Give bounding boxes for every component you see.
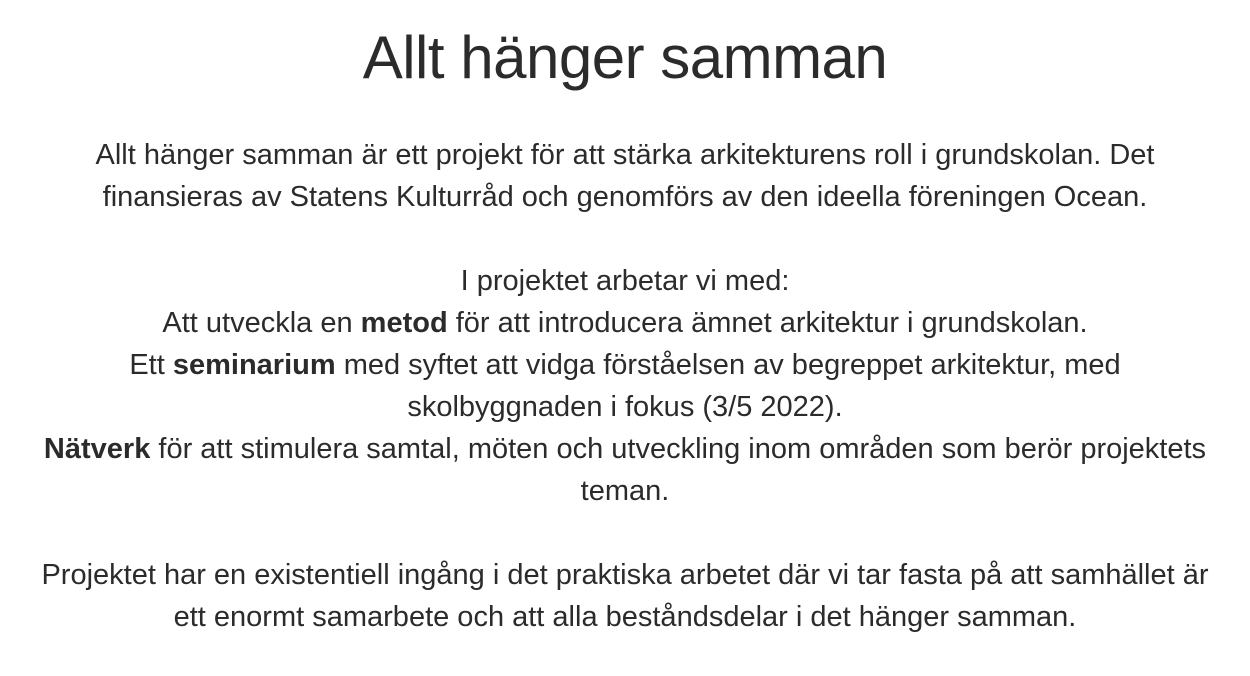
work-heading: I projektet arbetar vi med: — [460, 265, 790, 297]
intro-paragraph: Allt hänger samman är ett projekt för att stärka arkitekturens roll i grundskolan. Det finansieras av Statens Kulturråd och genomförs av den ideella föreningen Ocean. — [95, 139, 1155, 213]
work-item-text: för att introducera ämnet arkitektur i grundskolan. — [447, 307, 1088, 339]
spacer — [30, 512, 1220, 554]
work-item-text: Att utveckla en — [162, 307, 361, 339]
work-item-keyword: seminarium — [172, 349, 336, 381]
work-item-text: Ett — [129, 349, 173, 381]
work-item-text: med syftet att vidga förståelsen av begreppet arkitektur, med skolbyggnaden i fokus (3/5 2022). — [335, 349, 1121, 423]
work-item-seminar — [30, 344, 1220, 428]
content-body — [30, 134, 1220, 638]
work-item-keyword: Nätverk — [43, 433, 151, 465]
spacer — [30, 218, 1220, 260]
work-item-network — [30, 428, 1220, 512]
work-item-method — [30, 302, 1220, 344]
closing-paragraph: Projektet har en existentiell ingång i det praktiska arbetet där vi tar fasta på att samhället är ett enormt samarbete och att alla beståndsdelar i det hänger samman. — [41, 559, 1209, 633]
work-item-text: för att stimulera samtal, möten och utveckling inom områden som berör projektets teman. — [150, 433, 1207, 507]
page-title: Allt hänger samman — [362, 24, 888, 91]
work-item-keyword: metod — [360, 307, 448, 339]
